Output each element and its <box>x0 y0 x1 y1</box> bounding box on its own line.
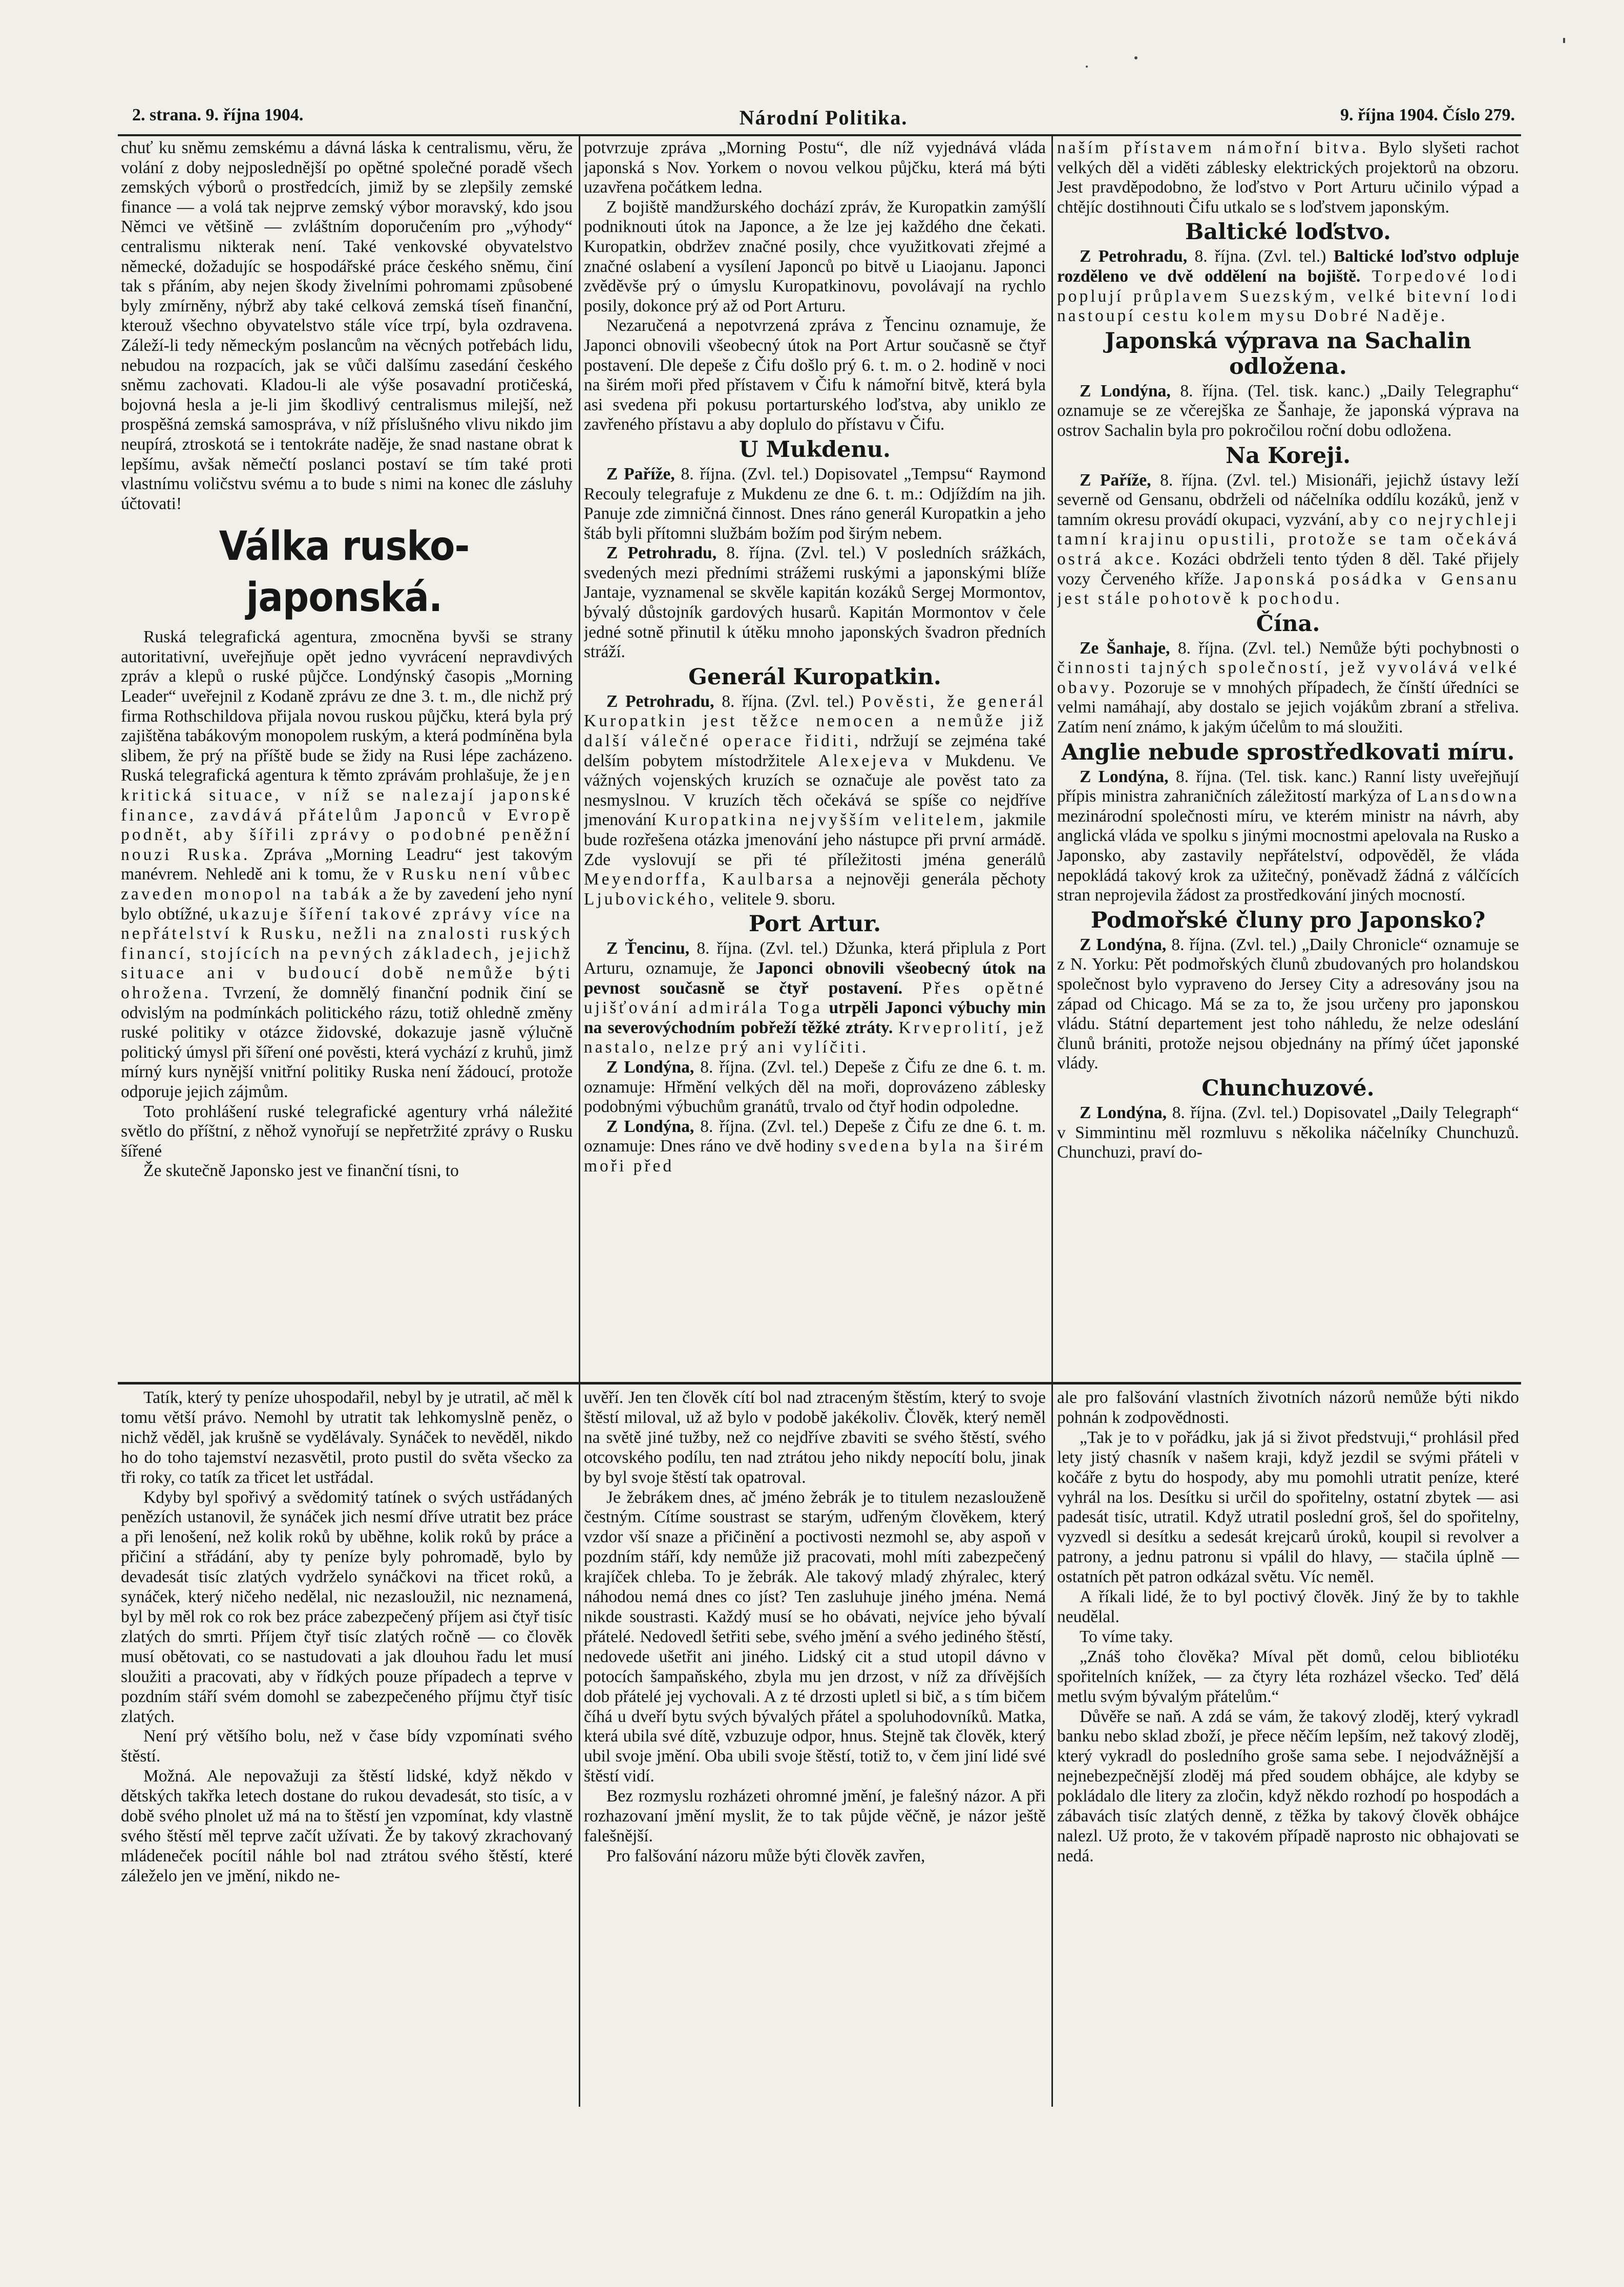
dateline: Z Petrohradu, <box>606 691 714 711</box>
news-item <box>584 465 1046 543</box>
dateline: Z Ťencinu, <box>606 939 690 958</box>
text-run: 8. října. (Zvl. tel.) V posledních srážkách, svedených mezi předními strážemi ruskými a japonskými blíže Jantaje, vyznamenal se skvěle kapitán kozáků Sergej Mormontov, bývalý důstojník gardových husarů. Kapitán Mormontov v čele jedné sotně přinutil k útěku mnoho japonských švadron předních stráží. <box>584 543 1046 662</box>
feuilleton-paragraph: Tatík, který ty peníze uhospodařil, nebyl by je utratil, ač měl k tomu větší právo. Nemohl by utratit tak lehkomyslně peněz, o nichž věděl, jak krušně se vydělávaly. Synáček to nevěděl, nikdo ho do toho tajemství nezasvětil, proto pustil do světa všecko za tři roky, co tatík za třicet let ustřádal. <box>121 1388 573 1487</box>
header-page-date: 2. strana. 9. října 1904. <box>132 106 304 124</box>
text-run: Zpráva „Morning Leadru“ jest takovým manévrem. Nehledě ani k tomu, že v <box>121 845 573 884</box>
dateline: Z Londýna, <box>606 1117 694 1136</box>
news-item <box>584 939 1046 1058</box>
column-1 <box>121 138 573 1380</box>
article-paragraph <box>121 627 573 1102</box>
spaced-text: Rusku není vůbec zaveden monopol na tabák <box>121 865 573 904</box>
text-run: v Mukdenu. Ve vážných vojenských kruzích se označuje ale pověst tato za nesmyslnou. V kruzích těch očekává se spíše co nejdříve jmenování <box>584 751 1046 830</box>
news-item <box>1057 471 1519 609</box>
feuilleton-paragraph: „Tak je to v pořádku, jak já si život předstvuji,“ prohlásil před lety jistý chasník v našem kraji, když jezdil se svými přáteli v kočáře z bytu do hospody, aby mu pomohli utratit peníze, které vyhrál na los. Desítku si určil do spořitelny, ostatní zbytek — asi padesát tisíc, utratil. Když utratil poslední groš, šel do spořitelny, vyzvedl si desítku a sedesát krejcarů úroků, koupil si revolver a patrony, a jednu patronu si vpálil do hlavy, — stačila úplně — ostatních pět patron odkázal světu. Víc neměl. <box>1057 1428 1519 1587</box>
article-paragraph: Z bojiště mandžurského dochází zpráv, že Kuropatkin zamýšlí podniknouti útok na Japonce, a že lze jej každého dne čekati. Kuropatkin, obdržev značné posily, chce využitkovati zřejmé a značné oslabení a vysílení Japonců po bitvě u Liaojanu. Japonci zvěděvše prý o úmyslu Kuropatkinovu, povolávají na rychlo posily, dokonce prý až od Port Arturu. <box>584 197 1046 316</box>
dateline: Z Petrohradu, <box>606 543 717 563</box>
bold-text: Japonci obnovili všeobecný útok na pevnost současně se čtyř postavení. <box>584 958 1046 998</box>
news-item <box>1057 382 1519 441</box>
feuilleton-paragraph: Pro falšování názoru může býti člověk zavřen, <box>606 1846 925 1865</box>
column-2 <box>584 138 1046 1380</box>
dateline: Z Petrohradu, <box>1080 247 1188 266</box>
header-masthead: Národní Politika. <box>739 106 908 129</box>
feuilleton-paragraph: Není prý většího bolu, než v čase bídy vzpomínati svého štěstí. <box>121 1727 573 1766</box>
article-text: chuť ku sněmu zemskému a dávná láska k centralismu, věru, že volání z doby nejposlednější po opětné společné poradě všech zemských výborů o prostředcích, jimiž by se zlepšily zemské finance — a volá tak nejprve zemský výbor moravský, kdo jsou Němci ve většině — zvláštním doporučením pro „výhody“ centralismu nikterak není. Také venkovské obyvatelstvo německé, dožadujíc se hospodářské práce českého sněmu, činí tak s přáním, aby nejen škody živelními pohromami způsobené byly zmírněny, nýbrž aby také celková zemská tíseň finanční, kterouž všechno obyvatelstvo stále více trpí, byla ozdravena. Záleží-li tedy německým poslancům na věcných potřebách lidu, nebudou na rozpacích, jak se vůči dalšímu zasedání českého sněmu zachovati. Kladou-li ale výše posavadní protičeská, bojovná hesla a je-li jim škodlivý centralismus milejší, než prospěšná zemská samospráva, v níž příslušného vlivu nikdo jim neupírá, ztroskotá se i tentokráte naděje, že snad nastane obrat k lepšímu, avšak němečtí poslanci postaví se tím také proti vlastnímu voličstvu svému a to bude s nimi na konec dle zásluhy účtovati! <box>121 138 573 513</box>
feuilleton-paragraph: Je žebrákem dnes, ač jméno žebrák je to titulem nezaslouženě čestným. Cítíme soustrast se starým, udřeným člověkem, který vzdor vší snaze a přičinění a poctivosti nezmohl se, aby aspoň v pozdním stáří, kdy nemůže již pracovati, mohl míti zabezpečený krajíček chleba. To je žebrák. Ale takový mladý zhýralec, který náhodou nemá dnes co jíst? Ten zasluhuje jiného jména. Nemá nikde soustrasti. Každý musí se ho obávati, nejvíce jeho bývalí přátelé. Nedovedl šetřiti sebe, svého jmění a svého jediného štěstí, nedovede ušetřit ani jiného. Lidský cit a stud utopil dávno v potocích šampaňského, zbyla mu jen drzost, v níž za dřívějších dob přátelé jej vychovali. A z té drzosti upletl si bič, a s tím bičem číhá u dveří bytu svých bývalých přátel a spoluhodovníků. Matka, která ubila své dítě, vzbuzuje odpor, hnus. Stejně tak člověk, který ubil svoje jmění. Oba ubili svoje štěstí, totiž to, v čem jiní lidé své štěstí vidí. <box>584 1487 1046 1786</box>
column-rule-2 <box>1051 136 1053 1382</box>
news-item <box>1057 639 1519 738</box>
feuilleton-paragraph: „Znáš toho člověka? Míval pět domů, celou bibliotéku spořitelních knížek, — za čtyry léta rozházel všecko. Teď dělá metlu svým bývalým přátelům.“ <box>1057 1647 1519 1706</box>
headline-chunchuzove: Chunchuzové. <box>1201 1075 1375 1101</box>
text-run: jakmile bude rozřešena otázka jmenování jeho nástupce při první armádě. Zde vyslovují se při té příležitosti jména generálů <box>584 810 1046 869</box>
text-run: 8. října. (Zvl. tel.) Misionáři, jejichž ústavy leží severně od Gensanu, obdrželi od náčelníka oddílu kozáků, jenž v tamním okresu provádí okupaci, vyzvání, <box>1057 470 1519 529</box>
news-item <box>584 1058 1046 1117</box>
article-paragraph: potvrzuje zpráva „Morning Postu“, dle níž vyjednává vláda japonská s Nov. Yorkem o novou velkou půjčku, která má býti uzavřena počátkem ledna. <box>584 138 1046 197</box>
text-run: velitele 9. sboru. <box>721 889 836 909</box>
news-item <box>1057 138 1519 217</box>
dateline: Z Londýna, <box>1080 1103 1167 1122</box>
text-run: 8. října. (Tel. tisk. kanc.) „Daily Telegraphu“ oznamuje se ze včerejška ze Šanhaje, že japonská výprava na ostrov Sachalin byla pro pokročilou roční dobu odložena. <box>1057 381 1519 440</box>
spaced-text: Alexejeva <box>818 751 911 770</box>
headline-submarines: Podmořské čluny pro Japonsko? <box>1090 907 1486 933</box>
spaced-text: ukazuje šíření takové zprávy více na nepřátelství k Rusku, nežli na znalosti ruských financí, stojících na pevných základech, jejichž situace ani v budoucí době nemůže býti ohrožena. <box>121 904 573 1002</box>
feuilleton-column-3 <box>1057 1388 1519 2105</box>
dateline: Z Londýna, <box>1080 767 1169 786</box>
feuilleton-rule <box>118 1382 1521 1384</box>
text-run: 8. října. (Zvl. tel.) Depeše z Čifu ze dne 6. t. m. oznamuje: Dnes ráno ve dvě hodiny <box>584 1117 1046 1156</box>
dateline: Ze Šanhaje, <box>1080 638 1170 658</box>
headline-mukden: U Mukdenu. <box>739 436 891 463</box>
feuilleton-column-rule-1 <box>579 1384 580 2107</box>
text-run: 8. října. (Zvl. tel.) Dopisovatel „Tempsu“ Raymond Recouly telegrafuje z Mukdenu ze dne 6. t. m.: Odjíždím na jih. Panuje zde zimničná činnost. Dnes ráno generál Kuropatkin a jeho štáb byli přítomni službám božím pod širým nebem. <box>584 464 1046 543</box>
spaced-text: Přes opětné ujišťování admirála Toga <box>584 978 1046 1018</box>
spaced-text: Meyendorffa, Kaulbarsa <box>584 870 815 889</box>
spaced-text: naším přístavem námořní bitva. <box>1057 138 1369 157</box>
text-run: ndržují se zejména také delším pobytem místodržitele <box>584 731 1046 770</box>
column-rule-1 <box>579 136 580 1382</box>
text-run: 8. října. (Zvl. tel.) <box>1194 247 1326 266</box>
text-run: Kozáci obdrželi tento týden 8 děl. Také přijely vozy Červeného kříže. <box>1057 549 1519 589</box>
text-run: a nejnověji generála pěchoty <box>827 870 1046 889</box>
dateline: Z Paříže, <box>606 464 675 484</box>
spaced-text: Kuropatkina nejvyšším velitelem, <box>664 810 986 830</box>
article-paragraph: Nezaručená a nepotvrzená zpráva z Ťencinu oznamuje, že Japonci obnovili všeobecný útok na Port Artur současně se čtyř postavení. Dle depeše z Čifu došlo prý 6. t. m. o 2. hodině v noci na širém moři před přístavem v Čifu k námořní bitvě, která byla asi svedena při pokusu portarturského loďstva, aby uniklo ze zavřeného přístavu a aby doplulo do přístavu v Čifu. <box>584 316 1046 434</box>
feuilleton-column-2 <box>584 1388 1046 2105</box>
news-item <box>1057 767 1519 906</box>
feuilleton-paragraph: Bez rozmyslu rozházeti ohromné jmění, je falešný názor. A při rozhazovaní jmění myslit, že to tak půjde věčně, je názor ještě falešnější. <box>584 1787 1046 1845</box>
spaced-text: svedena byla na širém moři před <box>584 1137 1046 1176</box>
text-run: Tvrzení, že domnělý finanční podnik činí se odvislým na podmínkách politického rázu, totiž ohledně změny ruské politiky v otázce židovské, dokazuje jasně výlučně politický úmysl při šíření oné pověsti, která vychází z kruhů, jimž mírný kurs nynější vnitřní politiky Ruska není žádoucí, protože odporuje jejich zájmům. <box>121 983 573 1101</box>
column-3 <box>1057 138 1519 1380</box>
feuilleton-paragraph: uvěří. Jen ten člověk cítí bol nad ztraceným štěstím, který to svoje štěstí miloval, už až bylo v podobě jakékoliv. Člověk, který neměl na světě jiné tužby, než co nejdříve zbaviti se svého štěstí, svého otcovského podílu, ten nad ztrátou jeho nikdy nepocítí bolu, jinak by byl svoje štěstí tak opatroval. <box>584 1388 1046 1487</box>
spaced-text: Torpedové lodi poplují průplavem Suezským, velké bitevní lodi nastoupí cestu kolem mysu Dobré Naděje. <box>1057 266 1519 326</box>
dateline: Z Paříže, <box>1080 470 1151 490</box>
header-issue: 9. října 1904. Číslo 279. <box>1340 106 1515 124</box>
text-run: 8. října. (Zvl. tel.) Depeše z Čifu ze dne 6. t. m. oznamuje: Hřmění velkých děl na moři, doprovázeno záblesky podobnými výbuchům granátů, trvalo od čtyř hodin odpoledne. <box>584 1057 1046 1117</box>
spaced-text: Lansdowna <box>1417 787 1519 806</box>
feuilleton-paragraph: Možná. Ale nepovažuji za štěstí lidské, když někdo v dětských takřka letech dostane do rukou devadesát, sto tisíc, a v době svého plnolet už má na to štěstí jen vzpomínat, kdy vlastně svého štěstí měl teprve začít užívati. Že by takový zkrachovaný mládeneček pocítil náhle bol nad ztrátou svého štěstí, které záleželo jen ve jmění, nikdo ne- <box>121 1767 573 1885</box>
text-run: mezinárodní společnosti míru, ve kterém ministr na návrh, aby anglická vláda ve spolku s jinými mocnostmi apelovala na Rusko a Japonsko, aby zastavily nepřátelství, odpověděl, že vláda nepokládá takový krok za užitečný, poněvadž žádná z válčících stran neprojevila žádost za prostředkování jiných mocností. <box>1057 806 1519 905</box>
headline-sachalin: Japonská výprava na Sachalin odložena. <box>1105 328 1471 380</box>
headline-england: Anglie nebude sprostředkovati míru. <box>1061 739 1515 765</box>
feuilleton-paragraph: To víme taky. <box>1080 1627 1173 1646</box>
feuilleton-paragraph: A říkali lidé, že to byl poctivý člověk. Jiný že by to takhle neudělal. <box>1057 1587 1519 1626</box>
spaced-text: činnosti tajných společností, jež vyvolává velké obavy. <box>1057 658 1519 697</box>
dateline: Z Londýna, <box>606 1057 694 1077</box>
feuilleton-paragraph: ale pro falšování vlastních životních názorů nemůže býti nikdo pohnán k zodpovědnosti. <box>1057 1388 1519 1427</box>
print-speck <box>1563 38 1565 43</box>
bold-text: utrpěli Japonci výbuchy min na severovýchodním pobřeží těžké ztráty. <box>584 998 1046 1037</box>
text-run: a že by zavedení jeho nyní bylo obtížné, <box>121 885 573 924</box>
news-item <box>1057 935 1519 1074</box>
spaced-text: Ljubovického, <box>584 889 717 909</box>
headline-port-artur: Port Artur. <box>748 911 881 937</box>
print-speck <box>1086 66 1088 68</box>
news-item <box>584 692 1046 910</box>
spaced-text: aby co nejrychleji tamní krajinu opustili, protože se tam očekává ostrá akce. <box>1057 510 1519 569</box>
article-paragraph: Toto prohlášení ruské telegrafické agentury vrhá náležité světlo do příštní, z něhož vynořují se nepřetržité zprávy o Rusku šířené <box>121 1102 573 1161</box>
text-run: 8. října. (Tel. tisk. kanc.) Ranní listy uveřejňují přípis ministra zahraničních záležitostí markýza of <box>1057 767 1519 806</box>
dateline: Z Londýna, <box>1080 381 1171 401</box>
spaced-text: Pověsti, že generál Kuropatkin jest těžce nemocen a nemůže již další válečné operace řiditi, <box>584 691 1046 751</box>
text-run: 8. října. (Zvl. tel.) „Daily Chronicle“ oznamuje se z N. Yorku: Pět podmořských člunů zbudovaných pro holandskou společnost bylo vypraveno do Jersey City a adresovány jsou na západ od Chicago. Má se za to, že jsou určeny pro japonskou vládu. Státní departement jest toho náhledu, že nelze odeslání člunů brániti, protože nejsou objednány na přímý účet japonské vlády. <box>1057 935 1519 1073</box>
news-item <box>584 543 1046 662</box>
news-item <box>584 1117 1046 1177</box>
text-run: 8. října. (Zvl. tel.) Nemůže býti pochybnosti o <box>1177 638 1519 658</box>
feuilleton-paragraph: Kdyby byl spořivý a svědomitý tatínek o svých ustřádaných penězích ustanovil, že synáček jich nesmí dříve utratit bez práce a při lenošení, než kolik roků by uběhne, kolik roků by práce a přičiní a střádání, aby ty peníze byly pohromadě, bylo by devadesát tisíc zlatých vydrželo synáčkovi na třicet roků, a synáček, který ničeho nedělal, nic nezasloužil, nic neznamená, byl by měl rok co rok bez práce zabezpečený příjem asi čtyř tisíc zlatých do smrti. Příjem čtyř tisíc zlatých ročně — co člověk musí obětovati, co se nastudovati a jak dlouhou řadu let musí sloužiti a pracovati, aby v řídkých pouze případech a teprve v pozdním stáří svém domohl se zabezpečeného příjmu čtyř tisíc zlatých. <box>121 1487 573 1726</box>
print-speck <box>1134 56 1137 59</box>
headline-korea: Na Koreji. <box>1225 443 1351 469</box>
spaced-text: jen kritická situace, v níž se nalezají japonské finance, zavdává přátelům Japonců v Evropě podnět, aby šířili zprávy o podobné peněžní nouzi Ruska. <box>121 766 573 864</box>
text-run: 8. října. (Zvl. tel.) Dopisovatel „Daily Telegraph“ v Simmintinu měl rozmluvu s několika náčelníky Chunchuzů. Chunchuzi, praví do- <box>1057 1103 1519 1162</box>
section-title: Válka rusko-japonská. <box>219 523 470 621</box>
text-run: 8. října. (Zvl. tel.) Džunka, která připlula z Port Arturu, oznamuje, že <box>584 939 1046 978</box>
spaced-text: Krveprolití, jež nastalo, nelze prý ani vylíčiti. <box>584 1018 1046 1057</box>
text-run: Pozoruje se v mnohých případech, že čínští úředníci se velmi namáhají, aby dostalo se jejich vojákům zbraní a střeliva. Zatím není známo, k jakým účelům to má sloužiti. <box>1057 678 1519 737</box>
news-item <box>1057 1103 1519 1163</box>
text-run: Bylo slyšeti rachot velkých děl a viděti záblesky elektrických projektorů na obzoru. Jest pravděpodobno, že loďstvo v Port Arturu učinilo výpad a chtějíc dostihnouti Čifu utkalo se s loďstvem japonským. <box>1057 138 1519 217</box>
headline-kuropatkin: Generál Kuropatkin. <box>688 664 941 690</box>
spaced-text: Japonská posádka v Gensanu jest stále pohotově k pochodu. <box>1057 569 1519 609</box>
feuilleton-column-rule-2 <box>1051 1384 1053 2107</box>
header-rule <box>118 134 1521 136</box>
text-run: 8. října. (Zvl. tel.) <box>722 691 854 711</box>
headline-china: Čína. <box>1256 611 1320 637</box>
dateline: Z Londýna, <box>1080 935 1167 954</box>
page-header <box>132 106 1515 131</box>
text-run: Ruská telegrafická agentura, zmocněna byvši se strany autoritativní, uveřejňuje opět jedno vyvrácení nepravdivých zpráv a klepů o ruské půjčce. Londýnský časopis „Morning Leader“ uveřejnil z Kodaně zprávu ze dne 3. t. m., dle nichž prý firma Rothschildova přijala novou ruskou půjčku, která byla prý zajištěna tabákovým monopolem ruským, a která podmíněna byla slibem, že prý na příště bude se židy na Rusi lépe zacházeno. Ruská telegrafická agentura k těmto zprávám prohlašuje, že <box>121 627 573 785</box>
news-item <box>1057 247 1519 326</box>
feuilleton-paragraph: Důvěře se naň. A zdá se vám, že takový zloděj, který vykradl banku nebo sklad zboží, je přece něčím lepším, než takový zloděj, který vykradl do posledního groše sama sebe. I nejodvážnější a nejnebezpečnější zloděj má před soudem obhájce, ale kdyby se pokládalo dle litery za zločin, když někdo rozhodí po hospodách a zábavách tisíc zlatých denně, z těžka by takový člověk obhájce nalezl. Už proto, že v takovém případě naprosto nic obhajovati se nedá. <box>1057 1707 1519 1865</box>
article-paragraph: Že skutečně Japonsko jest ve finanční tísni, to <box>143 1161 459 1181</box>
bold-text: Baltické loďstvo odpluje rozděleno ve dvě oddělení na bojiště. <box>1057 247 1519 286</box>
headline-baltic-fleet: Baltické loďstvo. <box>1185 219 1391 245</box>
feuilleton-column-1 <box>121 1388 573 2105</box>
